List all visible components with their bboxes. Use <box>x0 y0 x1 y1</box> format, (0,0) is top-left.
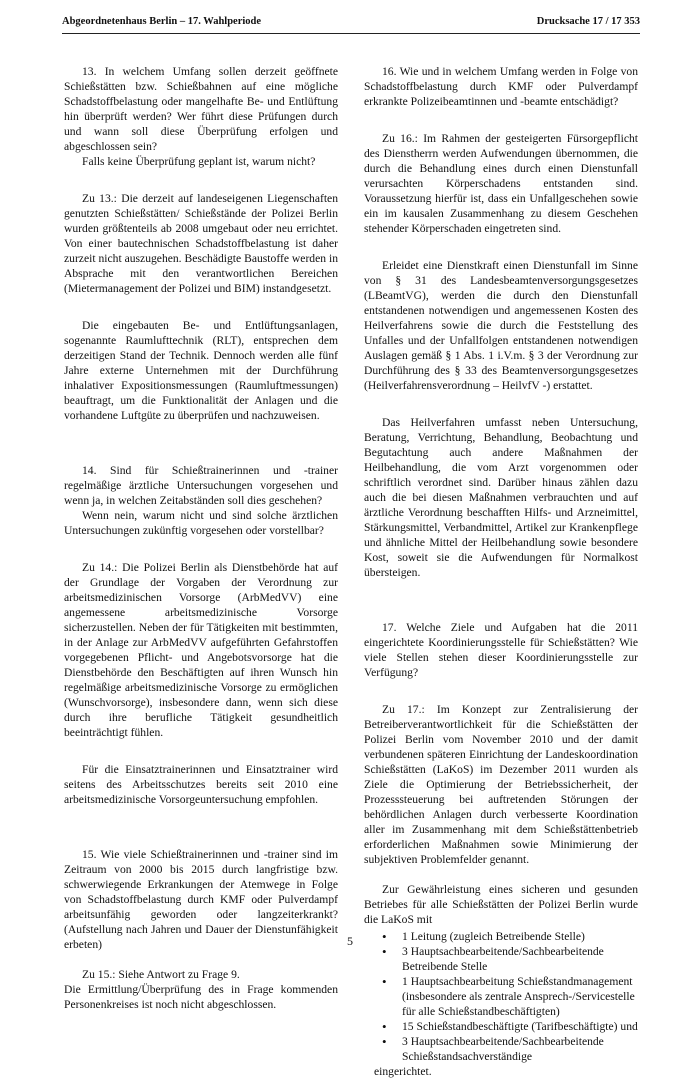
question-17: 17. Welche Ziele und Aufgaben hat die 2011 eingerichtete Koordinierungsstelle für Schießstätten? Wie viele Stellen stehen dieser Koordinierungsstelle zur Verfügung? <box>364 621 638 679</box>
header-parliament: Abgeordnetenhaus Berlin – 17. Wahlperiode <box>62 16 262 27</box>
answer-16-continued: Erleidet eine Dienstkraft einen Dienstunfall im Sinne von § 31 des Landesbeamtenversorgungsgesetzes (LBeamtVG), werden die durch den Dienstunfall entstandenen notwendigen und angemessenen Kosten des Heilverfahrens sowie die durch die Feststellung des Unfalles und der Unfallfolgen entstandenen notwendigen Auslagen gemäß § 1 Abs. 1 i.V.m. § 3 der Verordnung zur Durchführung des § 33 des Beamtenversorgungsgesetzes (Heilverfahrensverordnung – HeilvfV -) erstattet. <box>364 259 638 392</box>
list-item: • 3 Hauptsachbearbeitende/Sachbearbeitende Schießstandsachverständige <box>402 1034 638 1064</box>
page-number: 5 <box>347 934 353 948</box>
question-16: 16. Wie und in welchem Umfang werden in Folge von Schadstoffbelastung durch KMF oder Pulverdampf erkrankte Polizeibeamtinnen und -beamte entschädigt? <box>364 65 638 108</box>
answer-13: Zu 13.: Die derzeit auf landeseigenen Liegenschaften genutzten Schießstätten/ Schießstände der Polizei Berlin wurden größtenteils ab 2008 umgebaut oder neu errichtet. Von einer bautechnischen Schadstoffbelastung ist daher zurzeit nicht auszugehen. Beschädigte Baustoffe werden in Absprache mit den verantwortlichen Bereichen (Mietermanagement der Polizei und BIM) instandgesetzt. <box>64 192 338 295</box>
list-item: • 15 Schießstandbeschäftigte (Tarifbeschäftigte) und <box>402 1019 638 1034</box>
staffing-list <box>364 929 638 1064</box>
question-13: 13. In welchem Umfang sollen derzeit geöffnete Schießstätten bzw. Schießbahnen auf eine mögliche Schadstoffbelastung oder mangelhafte Be- und Entlüftung hin überprüft werden? Wer führt diese Prüfungen durch und wann soll diese Überprüfung erfolgen und abgeschlossen sein? <box>64 65 338 153</box>
list-item: • 1 Hauptsachbearbeitung Schießstandmanagement (insbesondere als zentrale Ansprech-/Servicestelle für alle Schießstandbeschäftigten) <box>402 974 638 1019</box>
question-14: 14. Sind für Schießtrainerinnen und -trainer regelmäßige ärztliche Untersuchungen vorgesehen und wenn ja, in welchen Zeitabständen soll dies geschehen? <box>64 464 338 507</box>
answer-16: Zu 16.: Im Rahmen der gesteigerten Fürsorgepflicht des Dienstherrn werden Aufwendungen übernommen, die durch die Behandlung eines durch einen Dienstunfall verursachten Körperschadens entstanden sind. Voraussetzung hierfür ist, dass ein Unfallgeschehen sowie ein im kausalen Zusammenhang zu diesem Geschehen stehender Körperschaden eingetreten sind. <box>364 132 638 235</box>
answer-17: Zu 17.: Im Konzept zur Zentralisierung der Betreiberverantwortlichkeit für die Schießstätten der Polizei Berlin vom November 2010 und der damit verbundenen späteren Einrichtung der Landeskoordination Schießstätten (LaKoS) im Dezember 2011 wurden als Ziele die Optimierung der Betriebssicherheit, der Prozesssteuerung bei auftretenden Störungen der behördlichen Anlagen durch verbesserte Koordination aller im Zusammenhang mit dem Schießstättenbetrieb erforderlichen Maßnahmen sowie Minimierung der subjektiven Problemfelder genannt. <box>364 703 638 866</box>
left-column <box>64 64 338 1012</box>
page-header <box>62 16 640 34</box>
list-closing: eingerichtet. <box>374 1065 432 1078</box>
answer-14: Zu 14.: Die Polizei Berlin als Dienstbehörde hat auf der Grundlage der Vorgaben der Verordnung zur arbeitsmedizinischen Vorsorge (ArbMedVV) eine angemessene arbeitsmedizinische Vorsorge sicherzustellen. Neben der für Tätigkeiten mit bestimmten, in der Anlage zur ArbMedVV aufgeführten Gefahrstoffen vorgegebenen Pflicht- und Angebotsvorsorge hat die Dienstbehörde den Beschäftigten auf ihren Wunsch hin regelmäßige arbeitsmedizinische Vorsorge zu ermöglichen (Wunschvorsorge), insbesondere dann, wenn sich diese durch ihre berufliche Tätigkeit gesundheitlich beeinträchtigt fühlen. <box>64 561 338 739</box>
question-14-followup: Wenn nein, warum nicht und sind solche ärztlichen Untersuchungen zukünftig vorgesehen oder vorstellbar? <box>64 509 338 537</box>
answer-13-continued: Die eingebauten Be- und Entlüftungsanlagen, sogenannte Raumlufttechnik (RLT), entsprechen dem derzeitigen Stand der Technik. Dennoch werden alle fünf Jahre externe Unternehmen mit der Durchführung inhalativer Expositionsmessungen (Raumluftmessungen) beauftragt, um die Funktionalität der Anlagen und die vorhandene Luftgüte zu überprüfen und nachzuweisen. <box>64 319 338 422</box>
right-column <box>364 64 638 1079</box>
answer-17-continued: Zur Gewährleistung eines sicheren und gesunden Betriebes für alle Schießstätten der Polizei Berlin wurde die LaKoS mit <box>364 883 638 926</box>
answer-15-continued: Die Ermittlung/Überprüfung des in Frage kommenden Personenkreises ist noch nicht abgeschlossen. <box>64 983 338 1011</box>
answer-16-heilverfahren: Das Heilverfahren umfasst neben Untersuchung, Beratung, Verrichtung, Behandlung, Beobachtung und Begutachtung auch andere Maßnahmen der Heilbehandlung, die vom Arzt vorgenommen oder schriftlich verordnet sind. Darüber hinaus zählen dazu auch die bei diesen Maßnahmen verbrauchten und auf ärztliche Verordnung beschafften Hilfs- und Arzneimittel, Stärkungsmittel, Verbandmittel, Artikel zur Krankenpflege und ähnliche Mittel der Heilbehandlung sowie besondere Kost, soweit sie die Aufwendungen für Normalkost übersteigen. <box>364 416 638 579</box>
answer-14-continued: Für die Einsatztrainerinnen und Einsatztrainer wird seitens des Arbeitsschutzes bereits seit 2010 eine arbeitsmedizinische Vorsorgeuntersuchung empfohlen. <box>64 763 338 806</box>
list-item: • 3 Hauptsachbearbeitende/Sachbearbeitende Betreibende Stelle <box>402 944 638 974</box>
question-15: 15. Wie viele Schießtrainerinnen und -trainer sind im Zeitraum von 2000 bis 2015 durch langfristige bzw. schwerwiegende Erkrankungen der Atemwege in Folge von Schadstoffbelastung durch KMF oder Pulverdampf arbeitsunfähig geworden oder langzeiterkrankt? (Aufstellung nach Jahren und Dauer der Dienstunfähigkeit erbeten) <box>64 848 338 951</box>
header-rule <box>62 33 640 34</box>
answer-15: Zu 15.: Siehe Antwort zu Frage 9. <box>82 968 240 981</box>
list-item: • 1 Leitung (zugleich Betreibende Stelle) <box>402 929 638 944</box>
question-13-followup: Falls keine Überprüfung geplant ist, warum nicht? <box>82 155 316 168</box>
header-document-number: Drucksache 17 / 17 353 <box>536 16 640 27</box>
